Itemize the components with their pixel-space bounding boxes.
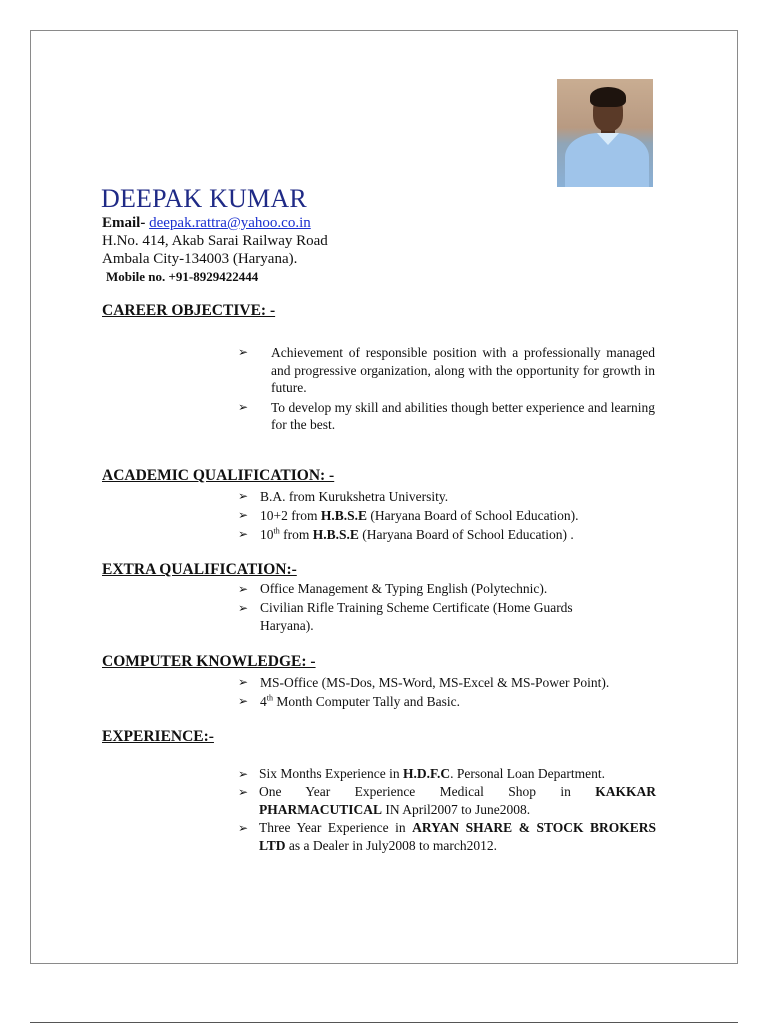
career-objective-heading: CAREER OBJECTIVE: -	[102, 302, 276, 319]
bullet-arrow-icon: ➢	[238, 345, 249, 359]
bullet-arrow-icon: ➢	[238, 527, 249, 541]
email-link[interactable]: deepak.rattra@yahoo.co.in	[149, 215, 311, 231]
footer-rule	[30, 1022, 738, 1023]
mobile-number: Mobile no. +91-8929422444	[106, 269, 259, 284]
bullet-arrow-icon: ➢	[238, 767, 249, 781]
list-item: ➢ 10+2 from H.B.S.E (Haryana Board of School Education).	[238, 508, 579, 523]
list-item: ➢ MS-Office (MS-Dos, MS-Word, MS-Excel & MS-Power Point).	[238, 675, 610, 690]
bullet-arrow-icon: ➢	[238, 675, 249, 689]
list-item: ➢ B.A. from Kurukshetra University.	[238, 489, 449, 504]
bullet-arrow-icon: ➢	[238, 601, 249, 615]
list-item: ➢ To develop my skill and abilities though better experience and learning for the best.	[238, 399, 655, 432]
computer-knowledge-list	[238, 673, 655, 711]
candidate-name: DEEPAK KUMAR	[101, 184, 307, 213]
bullet-arrow-icon: ➢	[238, 785, 249, 799]
list-item: ➢ Achievement of responsible position with a professionally managed and progressive organization, along with the opportunity for growth in future.	[238, 345, 655, 395]
computer-knowledge-heading: COMPUTER KNOWLEDGE: -	[102, 653, 316, 670]
profile-photo	[557, 79, 653, 187]
list-item: ➢ Office Management & Typing English (Polytechnic).	[238, 581, 548, 596]
experience-heading: EXPERIENCE:-	[102, 728, 214, 745]
address-line-1: H.No. 414, Akab Sarai Railway Road	[102, 233, 328, 249]
extra-qualification-list	[238, 580, 618, 636]
address-line-2: Ambala City-134003 (Haryana).	[102, 251, 298, 267]
bullet-arrow-icon: ➢	[238, 489, 249, 503]
contact-block	[102, 214, 328, 286]
bullet-arrow-icon: ➢	[238, 821, 249, 835]
list-item: ➢ Three Year Experience in ARYAN SHARE & STOCK BROKERS LTD as a Dealer in July2008 to march2012.	[238, 820, 656, 853]
email-line	[102, 214, 328, 232]
experience-list	[238, 765, 656, 855]
career-objective-list	[238, 344, 655, 436]
bullet-arrow-icon: ➢	[238, 582, 249, 596]
academic-list	[238, 487, 655, 544]
list-item: ➢ 4th Month Computer Tally and Basic.	[238, 693, 461, 709]
list-item: ➢ One Year Experience Medical Shop in KAKKAR PHARMACUTICAL IN April2007 to June2008.	[238, 784, 656, 817]
academic-qualification-heading: ACADEMIC QUALIFICATION: -	[102, 467, 335, 484]
extra-qualification-heading: EXTRA QUALIFICATION:-	[102, 561, 297, 578]
list-item: ➢ 10th from H.B.S.E (Haryana Board of School Education) .	[238, 526, 574, 542]
list-item: ➢ Civilian Rifle Training Scheme Certificate (Home Guards Haryana).	[238, 600, 573, 633]
email-label: Email-	[102, 215, 146, 231]
bullet-arrow-icon: ➢	[238, 694, 249, 708]
bullet-arrow-icon: ➢	[238, 508, 249, 522]
list-item: ➢ Six Months Experience in H.D.F.C. Personal Loan Department.	[238, 766, 605, 781]
bullet-arrow-icon: ➢	[238, 399, 249, 414]
